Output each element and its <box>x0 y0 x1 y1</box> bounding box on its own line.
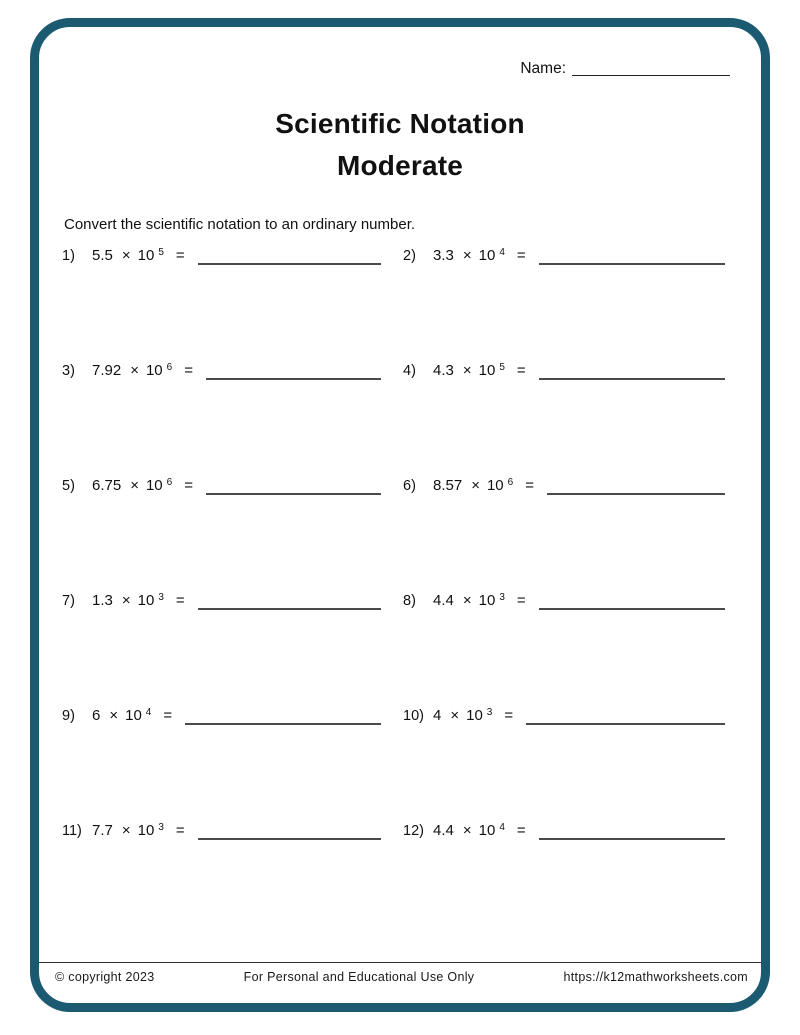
equals-sign: = <box>516 362 526 379</box>
base-ten: 10 <box>478 362 496 379</box>
problem-coefficient: 7.92 <box>92 362 122 379</box>
answer-blank-line <box>526 723 725 725</box>
equals-sign: = <box>516 822 526 839</box>
problem-number: 7) <box>62 593 75 609</box>
base-ten: 10 <box>137 822 155 839</box>
exponent: 3 <box>158 592 164 603</box>
problem-number: 8) <box>403 593 416 609</box>
answer-blank-line <box>539 378 725 380</box>
exponent: 3 <box>158 822 164 833</box>
problem-item-2 <box>403 247 770 273</box>
instructions-text: Convert the scientific notation to an ordinary number. <box>64 216 416 233</box>
exponent: 3 <box>499 592 505 603</box>
footer-divider <box>39 962 761 963</box>
footer <box>55 970 748 984</box>
equals-sign: = <box>175 592 185 609</box>
problem-item-6 <box>403 477 770 503</box>
multiply-sign: × <box>471 477 480 494</box>
answer-blank-line <box>198 263 381 265</box>
problem-item-12 <box>403 822 770 848</box>
multiply-sign: × <box>121 247 131 264</box>
answer-blank-line <box>539 608 725 610</box>
multiply-sign: × <box>130 362 139 379</box>
exponent: 5 <box>499 362 505 373</box>
problem-item-10 <box>403 707 770 733</box>
multiply-sign: × <box>109 707 119 724</box>
equals-sign: = <box>504 707 514 724</box>
problem-coefficient: 6.75 <box>92 477 122 494</box>
exponent: 6 <box>507 477 514 488</box>
multiply-sign: × <box>462 822 472 839</box>
problem-coefficient: 4.4 <box>433 592 454 609</box>
problem-coefficient: 3.3 <box>433 247 454 264</box>
exponent: 5 <box>158 247 164 258</box>
problem-item-9 <box>62 707 403 733</box>
problem-number: 11) <box>62 823 82 839</box>
exponent: 4 <box>499 822 505 833</box>
problems-grid <box>62 247 770 848</box>
problem-coefficient: 4.4 <box>433 822 454 839</box>
title-line-2: Moderate <box>336 150 464 181</box>
problem-number: 12) <box>403 823 424 839</box>
answer-blank-line <box>539 838 725 840</box>
base-ten: 10 <box>125 707 142 724</box>
equals-sign: = <box>175 247 185 264</box>
base-ten: 10 <box>145 362 163 379</box>
equals-sign: = <box>516 592 526 609</box>
footer-copyright: © copyright 2023 <box>55 970 155 984</box>
base-ten: 10 <box>478 247 496 264</box>
equals-sign: = <box>516 247 526 264</box>
problem-number: 6) <box>403 478 416 494</box>
worksheet-title <box>0 103 800 187</box>
base-ten: 10 <box>145 477 163 494</box>
answer-blank-line <box>198 838 381 840</box>
problem-number: 9) <box>62 708 75 724</box>
problem-coefficient: 6 <box>92 707 101 724</box>
base-ten: 10 <box>466 707 483 724</box>
problem-item-4 <box>403 362 770 388</box>
multiply-sign: × <box>130 477 139 494</box>
multiply-sign: × <box>462 362 472 379</box>
name-blank-line <box>572 75 730 76</box>
base-ten: 10 <box>137 592 155 609</box>
problem-item-8 <box>403 592 770 618</box>
name-row <box>520 60 730 78</box>
base-ten: 10 <box>478 592 496 609</box>
base-ten: 10 <box>486 477 504 494</box>
title-line-1: Scientific Notation <box>275 108 525 139</box>
problem-item-7 <box>62 592 403 618</box>
problem-number: 2) <box>403 248 416 264</box>
multiply-sign: × <box>450 707 460 724</box>
problem-coefficient: 8.57 <box>433 477 463 494</box>
base-ten: 10 <box>478 822 496 839</box>
multiply-sign: × <box>462 592 472 609</box>
problem-number: 5) <box>62 478 75 494</box>
answer-blank-line <box>539 263 725 265</box>
equals-sign: = <box>184 477 193 494</box>
problem-coefficient: 7.7 <box>92 822 113 839</box>
problem-number: 1) <box>62 248 75 264</box>
problem-coefficient: 4 <box>433 707 442 724</box>
answer-blank-line <box>185 723 381 725</box>
exponent: 3 <box>486 707 493 718</box>
footer-usage: For Personal and Educational Use Only <box>243 970 475 984</box>
problem-number: 4) <box>403 363 416 379</box>
exponent: 6 <box>166 362 173 373</box>
problem-coefficient: 4.3 <box>433 362 454 379</box>
exponent: 6 <box>166 477 173 488</box>
problem-item-11 <box>62 822 403 848</box>
problem-number: 10) <box>403 708 424 724</box>
answer-blank-line <box>206 493 381 495</box>
problem-coefficient: 1.3 <box>92 592 113 609</box>
exponent: 4 <box>499 247 505 258</box>
multiply-sign: × <box>121 592 131 609</box>
footer-url: https://k12mathworksheets.com <box>563 970 748 984</box>
multiply-sign: × <box>121 822 131 839</box>
problem-item-3 <box>62 362 403 388</box>
base-ten: 10 <box>137 247 155 264</box>
equals-sign: = <box>525 477 534 494</box>
equals-sign: = <box>184 362 193 379</box>
exponent: 4 <box>145 707 152 718</box>
problem-coefficient: 5.5 <box>92 247 113 264</box>
multiply-sign: × <box>462 247 472 264</box>
equals-sign: = <box>175 822 185 839</box>
answer-blank-line <box>547 493 725 495</box>
problem-item-5 <box>62 477 403 503</box>
answer-blank-line <box>206 378 381 380</box>
problem-item-1 <box>62 247 403 273</box>
name-label: Name: <box>520 60 566 77</box>
problem-number: 3) <box>62 363 75 379</box>
equals-sign: = <box>163 707 173 724</box>
answer-blank-line <box>198 608 381 610</box>
